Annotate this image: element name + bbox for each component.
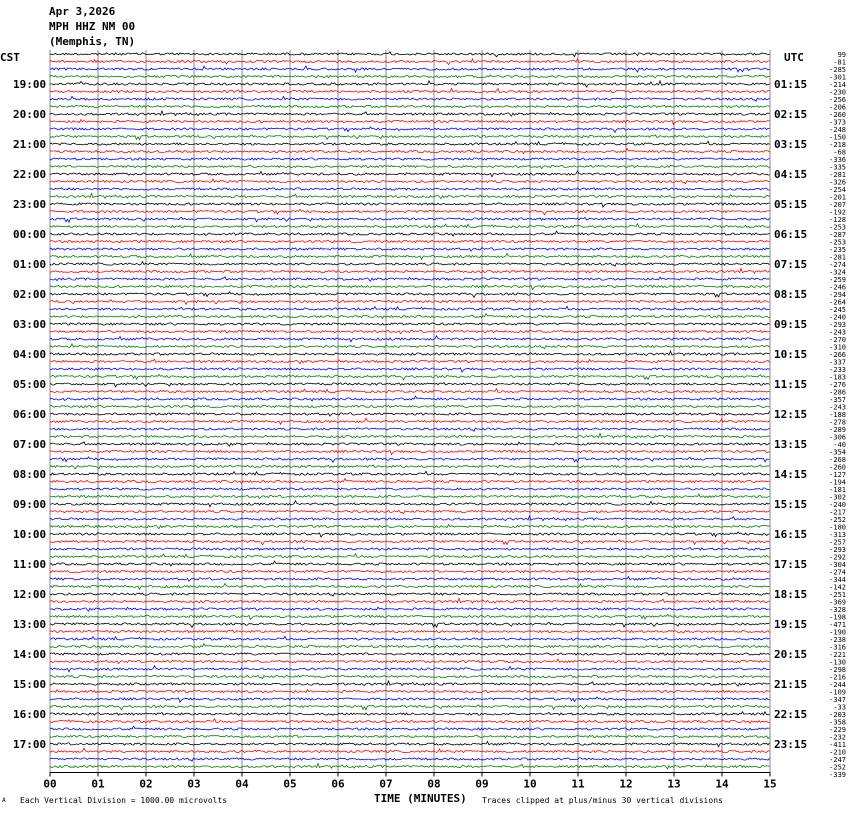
trace-86 [50,697,770,702]
trace-value-75: -198 [829,613,846,622]
trace-value-37: -243 [829,328,846,337]
trace-value-labels [829,51,846,779]
trace-52 [50,442,770,446]
right-label-14: 15:15 [774,498,808,511]
trace-value-5: -230 [829,88,846,97]
trace-65 [50,540,770,545]
right-hour-labels [774,78,807,751]
trace-53 [50,450,770,454]
left-label-1: 20:00 [13,108,47,121]
left-timezone-label: CST [0,51,20,64]
trace-59 [50,494,770,499]
right-label-9: 10:15 [774,348,808,361]
trace-value-36: -293 [829,321,846,329]
trace-value-21: -192 [829,208,846,217]
trace-value-84: -244 [829,681,846,689]
trace-value-17: -326 [829,178,846,187]
trace-value-11: -150 [829,133,846,142]
trace-76 [50,622,770,627]
trace-value-65: -257 [829,538,846,547]
left-label-15: 10:00 [13,528,47,541]
trace-value-48: -188 [829,411,846,419]
trace-70 [50,577,770,582]
trace-value-15: -335 [829,163,846,172]
left-label-2: 21:00 [13,138,47,151]
trace-value-66: -293 [829,546,846,554]
trace-value-51: -306 [829,433,846,442]
trace-value-1: -81 [833,58,846,67]
trace-value-67: -292 [829,553,846,562]
header-location: (Memphis, TN) [49,35,136,48]
trace-32 [50,292,770,297]
trace-value-91: -232 [829,733,846,742]
left-label-9: 04:00 [13,348,47,361]
trace-16 [50,171,770,177]
header-date: Apr 3,2026 [49,5,116,18]
trace-value-72: -251 [829,591,846,599]
trace-value-32: -294 [829,291,846,299]
trace-80 [50,653,770,655]
right-label-16: 17:15 [774,558,808,571]
trace-value-12: -218 [829,141,846,149]
trace-value-38: -270 [829,336,846,344]
trace-value-68: -304 [829,561,846,569]
trace-value-56: -127 [829,471,846,479]
left-label-5: 00:00 [13,228,47,241]
trace-63 [50,525,770,529]
left-label-12: 07:00 [13,438,47,451]
trace-9 [50,120,770,125]
x-tick-label-12: 12 [619,777,633,791]
trace-value-61: -217 [829,508,846,517]
right-label-1: 02:15 [774,108,808,121]
trace-value-74: -328 [829,606,846,614]
trace-value-70: -344 [829,576,846,584]
header-station: MPH HHZ NM 00 [49,20,136,33]
trace-value-39: -310 [829,343,846,352]
trace-67 [50,554,770,558]
trace-42 [50,368,770,372]
trace-value-29: -324 [829,268,846,277]
trace-value-69: -274 [829,568,846,577]
trace-37 [50,330,770,333]
trace-value-33: -264 [829,298,846,307]
x-tick-label-00: 00 [43,777,57,791]
trace-value-71: -142 [829,583,846,592]
trace-31 [50,285,770,289]
trace-value-43: -183 [829,373,846,382]
x-tick-label-15: 15 [763,777,777,791]
x-tick-label-11: 11 [571,777,585,791]
trace-value-49: -278 [829,418,846,427]
corner-mark: A [2,797,6,804]
trace-value-4: -214 [829,81,846,89]
trace-value-57: -194 [829,478,846,487]
right-label-10: 11:15 [774,378,808,391]
trace-4 [50,81,770,87]
right-label-13: 14:15 [774,468,808,481]
trace-45 [50,389,770,393]
trace-41 [50,359,770,363]
trace-value-60: -240 [829,501,846,509]
trace-value-73: -369 [829,598,846,607]
trace-78 [50,636,770,640]
trace-value-18: -254 [829,186,846,194]
trace-50 [50,428,770,431]
left-label-13: 08:00 [13,468,47,481]
trace-value-13: -68 [833,148,846,157]
left-label-20: 15:00 [13,678,47,691]
left-label-4: 23:00 [13,198,47,211]
trace-value-78: -238 [829,636,846,644]
trace-44 [50,383,770,387]
right-label-21: 22:15 [774,708,808,721]
left-label-0: 19:00 [13,78,47,91]
trace-value-28: -274 [829,261,846,269]
trace-57 [50,479,770,484]
trace-54 [50,457,770,462]
trace-value-76: -471 [829,621,846,629]
seismic-traces [50,52,770,769]
trace-value-52: -40 [833,441,846,449]
trace-value-89: -358 [829,718,846,727]
trace-value-8: -260 [829,111,846,119]
trace-value-87: -33 [833,703,846,712]
trace-value-64: -313 [829,531,846,539]
right-label-8: 09:15 [774,318,808,331]
right-label-6: 07:15 [774,258,808,271]
trace-7 [50,105,770,107]
trace-68 [50,561,770,566]
right-label-17: 18:15 [774,588,808,601]
left-label-3: 22:00 [13,168,47,181]
trace-90 [50,726,770,730]
trace-20 [50,203,770,207]
trace-value-10: -248 [829,126,846,134]
trace-value-53: -354 [829,448,846,457]
left-label-17: 12:00 [13,588,47,601]
trace-value-83: -216 [829,673,846,682]
left-label-7: 02:00 [13,288,47,301]
trace-87 [50,705,770,710]
x-tick-label-14: 14 [715,777,729,791]
trace-26 [50,248,770,251]
trace-2 [50,66,770,72]
trace-91 [50,735,770,738]
trace-92 [50,742,770,747]
trace-value-24: -287 [829,231,846,239]
trace-value-30: -259 [829,276,846,284]
trace-34 [50,306,770,310]
trace-value-63: -180 [829,523,846,532]
trace-17 [50,179,770,184]
trace-8 [50,111,770,116]
trace-value-25: -253 [829,238,846,247]
trace-48 [50,412,770,417]
trace-36 [50,323,770,325]
trace-0 [50,52,770,57]
trace-28 [50,262,770,267]
x-axis-label: TIME (MINUTES) [374,792,467,805]
trace-33 [50,300,770,305]
trace-value-50: -289 [829,426,846,434]
trace-value-40: -266 [829,351,846,359]
right-label-4: 05:15 [774,198,808,211]
trace-value-35: -240 [829,313,846,322]
trace-14 [50,158,770,160]
trace-64 [50,532,770,537]
trace-value-77: -190 [829,628,846,637]
right-label-12: 13:15 [774,438,808,451]
trace-77 [50,630,770,633]
trace-value-34: -245 [829,306,846,314]
left-label-16: 11:00 [13,558,47,571]
trace-value-31: -246 [829,283,846,292]
right-timezone-label: UTC [784,51,804,64]
trace-value-93: -210 [829,748,846,757]
trace-47 [50,405,770,407]
trace-22 [50,217,770,222]
trace-value-96: -339 [829,771,846,779]
trace-value-6: -256 [829,96,846,104]
x-tick-label-04: 04 [235,777,249,791]
trace-51 [50,433,770,438]
trace-71 [50,583,770,589]
trace-58 [50,488,770,490]
trace-11 [50,135,770,140]
right-label-20: 21:15 [774,678,808,691]
right-label-22: 23:15 [774,738,808,751]
trace-value-41: -337 [829,358,846,367]
trace-39 [50,344,770,349]
trace-60 [50,501,770,507]
trace-value-58: -181 [829,486,846,494]
right-label-18: 19:15 [774,618,808,631]
trace-value-79: -316 [829,643,846,652]
right-label-3: 04:15 [774,168,808,181]
trace-value-86: -347 [829,696,846,704]
trace-43 [50,374,770,379]
trace-value-7: -206 [829,103,846,112]
left-label-10: 05:00 [13,378,47,391]
trace-value-81: -130 [829,658,846,667]
x-axis [43,773,776,791]
trace-74 [50,607,770,611]
trace-30 [50,277,770,281]
x-tick-label-09: 09 [475,777,489,791]
trace-value-23: -253 [829,223,846,232]
trace-value-26: -235 [829,246,846,254]
left-label-8: 03:00 [13,318,47,331]
right-label-5: 06:15 [774,228,808,241]
x-tick-label-01: 01 [91,777,105,791]
left-label-14: 09:00 [13,498,47,511]
trace-29 [50,268,770,273]
left-label-21: 16:00 [13,708,47,721]
trace-88 [50,712,770,716]
trace-value-19: -201 [829,193,846,202]
x-tick-label-06: 06 [331,777,345,791]
trace-84 [50,681,770,686]
trace-value-20: -207 [829,201,846,209]
right-label-19: 20:15 [774,648,808,661]
trace-value-42: -233 [829,366,846,374]
x-tick-label-02: 02 [139,777,153,791]
trace-value-80: -221 [829,651,846,659]
right-label-2: 03:15 [774,138,808,151]
trace-55 [50,465,770,469]
x-tick-label-08: 08 [427,777,441,791]
trace-value-9: -373 [829,118,846,127]
trace-95 [50,763,770,768]
right-label-7: 08:15 [774,288,808,301]
trace-38 [50,336,770,342]
trace-value-62: -252 [829,516,846,524]
trace-value-55: -260 [829,463,846,472]
trace-1 [50,59,770,65]
clip-note: Traces clipped at plus/minus 30 vertical divisions [482,796,723,805]
trace-56 [50,471,770,475]
trace-3 [50,75,770,78]
right-label-11: 12:15 [774,408,808,421]
x-tick-label-05: 05 [283,777,297,791]
trace-69 [50,570,770,572]
trace-value-16: -281 [829,171,846,179]
x-tick-label-03: 03 [187,777,201,791]
trace-40 [50,351,770,356]
trace-75 [50,614,770,619]
trace-value-14: -336 [829,156,846,164]
trace-value-88: -203 [829,711,846,719]
trace-value-0: 99 [837,51,846,59]
trace-18 [50,188,770,190]
x-tick-label-07: 07 [379,777,393,791]
trace-value-27: -281 [829,253,846,262]
trace-value-94: -247 [829,756,846,764]
trace-10 [50,127,770,132]
trace-value-47: -243 [829,403,846,412]
trace-value-2: -285 [829,66,846,74]
trace-89 [50,719,770,724]
right-label-15: 16:15 [774,528,808,541]
trace-23 [50,224,770,228]
trace-13 [50,149,770,154]
trace-24 [50,231,770,236]
x-tick-label-10: 10 [523,777,537,791]
trace-21 [50,209,770,214]
trace-72 [50,593,770,596]
trace-value-95: -252 [829,763,846,772]
scale-note: Each Vertical Division = 1000.00 microvolts [20,796,228,805]
trace-value-85: -109 [829,688,846,697]
trace-66 [50,548,770,551]
trace-25 [50,240,770,242]
trace-35 [50,314,770,319]
trace-83 [50,675,770,678]
trace-46 [50,396,770,401]
trace-81 [50,659,770,664]
trace-73 [50,598,770,603]
trace-82 [50,666,770,672]
trace-49 [50,418,770,424]
trace-value-3: -301 [829,73,846,82]
trace-6 [50,96,770,101]
trace-value-46: -357 [829,396,846,404]
trace-12 [50,141,770,145]
trace-15 [50,165,770,168]
trace-61 [50,510,770,513]
trace-62 [50,516,770,521]
trace-value-82: -298 [829,666,846,674]
trace-value-92: -411 [829,741,846,749]
left-label-19: 14:00 [13,648,47,661]
right-label-0: 01:15 [774,78,808,91]
trace-value-59: -302 [829,493,846,502]
trace-value-54: -268 [829,456,846,464]
left-hour-labels [13,78,46,751]
trace-value-22: -128 [829,216,846,224]
trace-27 [50,253,770,259]
trace-5 [50,88,770,92]
left-label-6: 01:00 [13,258,47,271]
trace-93 [50,748,770,752]
trace-94 [50,758,770,761]
left-label-11: 06:00 [13,408,47,421]
trace-19 [50,193,770,198]
trace-85 [50,690,770,693]
x-tick-label-13: 13 [667,777,681,791]
trace-79 [50,644,770,649]
trace-value-44: -276 [829,381,846,389]
left-label-22: 17:00 [13,738,47,751]
trace-value-45: -286 [829,388,846,397]
left-label-18: 13:00 [13,618,47,631]
trace-value-90: -229 [829,726,846,734]
